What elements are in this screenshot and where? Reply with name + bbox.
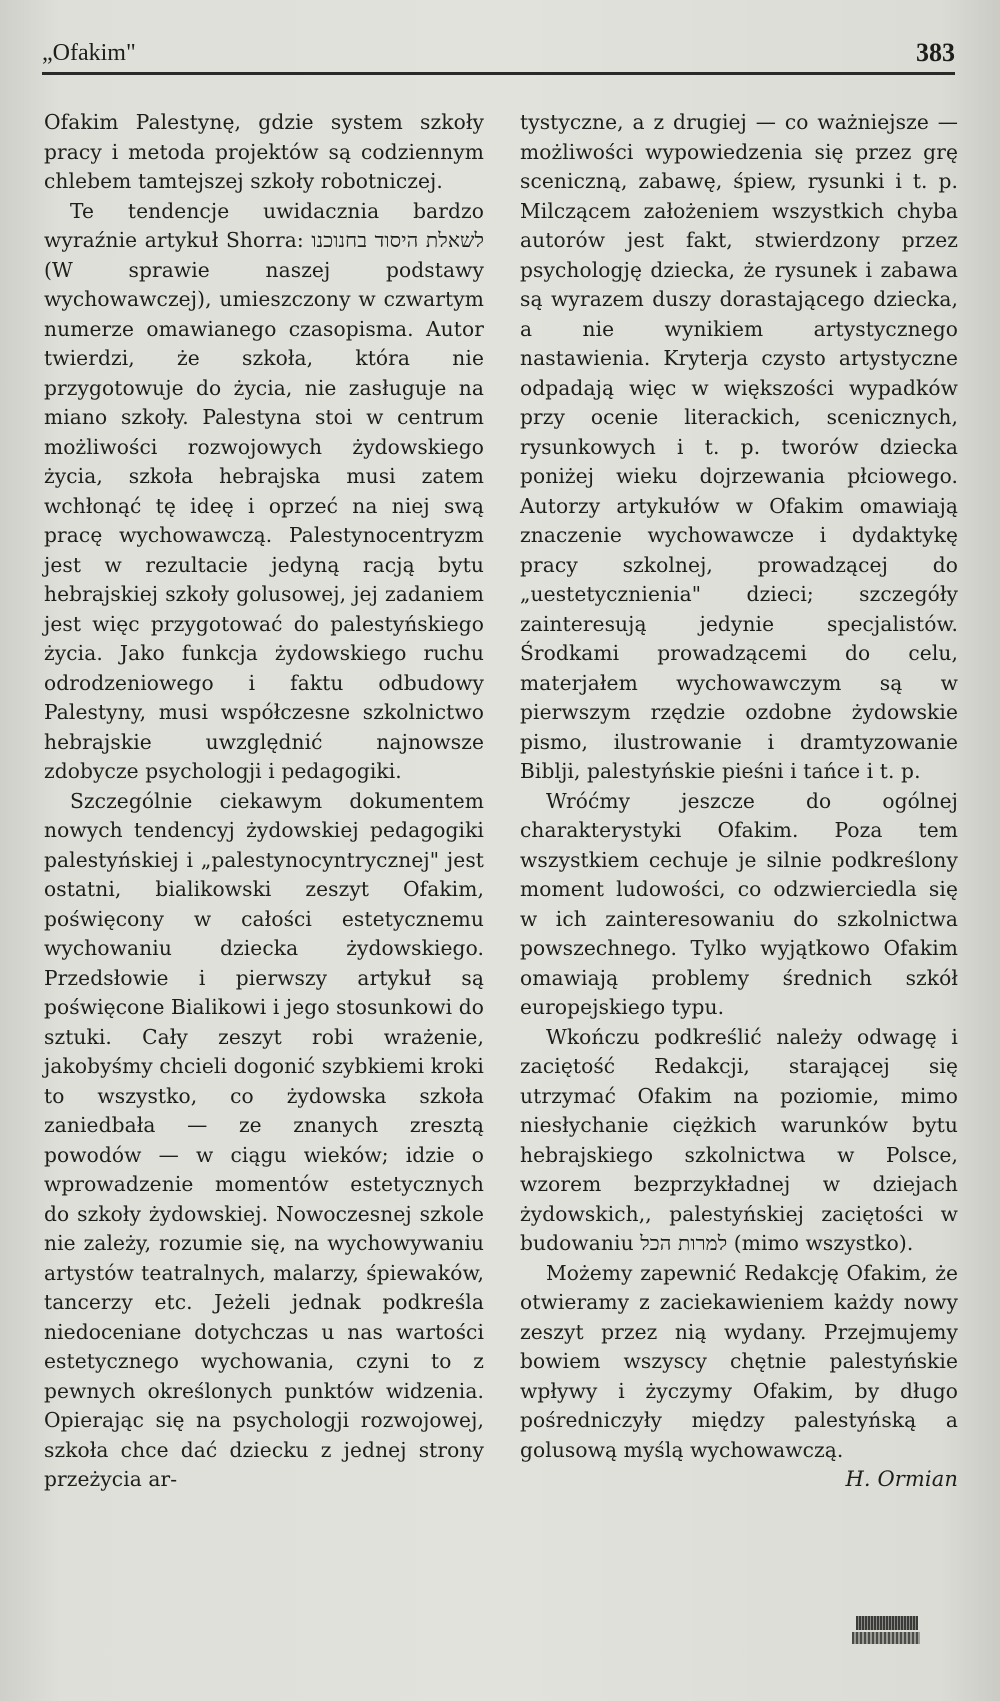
paragraph: Możemy zapewnić Redakcję Ofakim, że otwieramy z zaciekawieniem każdy nowy zeszyt przez nią wydany. Przejmujemy bowiem wszyscy chętnie palestyńskie wpływy i życzymy Ofakim, by długo pośredniczyły między palestyńską a golusową myślą wychowawczą. (520, 1260, 958, 1462)
end-ornament (856, 1616, 918, 1630)
paragraph: tystyczne, a z drugiej — co ważniejsze — możliwości wypowiedzenia się przez grę sceniczną, zabawę, śpiew, rysunki i t. p. Milczącem założeniem wszystkich chyba autorów jest fakt, stwierdzony przez psychologję dziecka, że rysunek i zabawa są wyrazem duszy dorastającego dziecka, a nie wynikiem artystycznego nastawienia. Kryterja czysto artystyczne odpadają więc w większości wypadków przy ocenie literackich, scenicznych, rysunkowych i t. p. tworów dziecka poniżej wieku dojrzewania płciowego. Autorzy artykułów w Ofakim omawiają znaczenie wychowawcze i dydaktykę pracy szkolnej, prowadzącej do „uestetycznienia" dzieci; szczegóły zainteresują jedynie specjalistów. Środkami prowadzącemi do celu, materjałem wychowawczym są w pierwszym rzędzie ozdobne żydowskie pismo, ilustrowanie i dramtyzowanie Biblji, palestyńskie pieśni i tańce i t. p. (520, 110, 958, 783)
author-signature: H. Ormian (845, 1467, 958, 1491)
header-rule (42, 72, 955, 75)
paragraph: Te tendencje uwidacznia bardzo wyraźnie artykuł Shorra: לשאלת היסוד בחנוכנו (W sprawie naszej podstawy wychowawczej), umieszczony w czwartym numerze omawianego czasopisma. Autor twierdzi, że szkoła, która nie przygotowuje do życia, nie zasługuje na miano szkoły. Palestyna stoi w centrum możliwości rozwojowych żydowskiego życia, szkoła hebrajska musi zatem wchłonąć tę ideę i oprzeć na niej swą pracę wychowawczą. Palestynocentryzm jest w rezultacie jedyną racją bytu hebrajskiej szkoły golusowej, jej zadaniem jest więc przygotować do palestyńskiego życia. Jako funkcja żydowskiego ruchu odrodzeniowego i faktu odbudowy Palestyny, musi współczesne szkolnictwo hebrajskie uwzględnić najnowsze zdobycze psychologji i pedagogiki. (44, 198, 484, 783)
right-column (520, 108, 958, 1495)
paragraph: Wróćmy jeszcze do ogólnej charakterystyki Ofakim. Poza tem wszystkiem cechuje je silnie podkreślony moment ludowości, co odzwierciedla się w ich zainteresowaniu do szkolnictwa powszechnego. Tylko wyjątkowo Ofakim omawiają problemy średnich szkół europejskiego typu. (520, 788, 958, 1019)
paragraph: Szczególnie ciekawym dokumentem nowych tendencyj żydowskiej pedagogiki palestyńskiej i „palestynocyntrycznej" jest ostatni, bialikowski zeszyt Ofakim, poświęcony w całości estetycznemu wychowaniu dziecka żydowskiego. Przedsłowie i pierwszy artykuł są poświęcone Bialikowi i jego stosunkowi do sztuki. Cały zeszyt robi wrażenie, jakobyśmy chcieli dogonić szybkiemi kroki to wszystko, co żydowska szkoła zaniedbała — ze znanych zresztą powodów — w ciągu wieków; idzie o wprowadzenie momentów estetycznych do szkoły żydowskiej. Nowoczesnej szkole nie zależy, rozumie się, na wychowywaniu artystów teatralnych, malarzy, śpiewaków, tancerzy etc. Jeżeli jednak podkreśla niedoceniane dotychczas u nas wartości estetycznego wychowania, czyni to z pewnych określonych punktów widzenia. Opierając się na psychologji rozwojowej, szkoła chce dać dziecku z jednej strony przeżycia ar- (44, 788, 485, 1491)
running-title: „Ofakim" (42, 40, 136, 66)
page-header (42, 36, 955, 76)
paragraph: Ofakim Palestynę, gdzie system szkoły pracy i metoda projektów są codziennym chlebem tamtejszej szkoły robotniczej. (44, 110, 484, 193)
page-number: 383 (916, 38, 955, 67)
end-ornament-lower (852, 1632, 920, 1644)
left-column (44, 108, 484, 1495)
paragraph: Wkończu podkreślić należy odwagę i zaciętość Redakcji, starającej się utrzymać Ofakim na poziomie, mimo niesłychanie ciężkich warunków bytu hebrajskiego szkolnictwa w Polsce, wzorem bezprzykładnej w dziejach żydowskich,, palestyńskiej zaciętości w budowaniu למרות הכל (mimo wszystko). (520, 1024, 958, 1255)
